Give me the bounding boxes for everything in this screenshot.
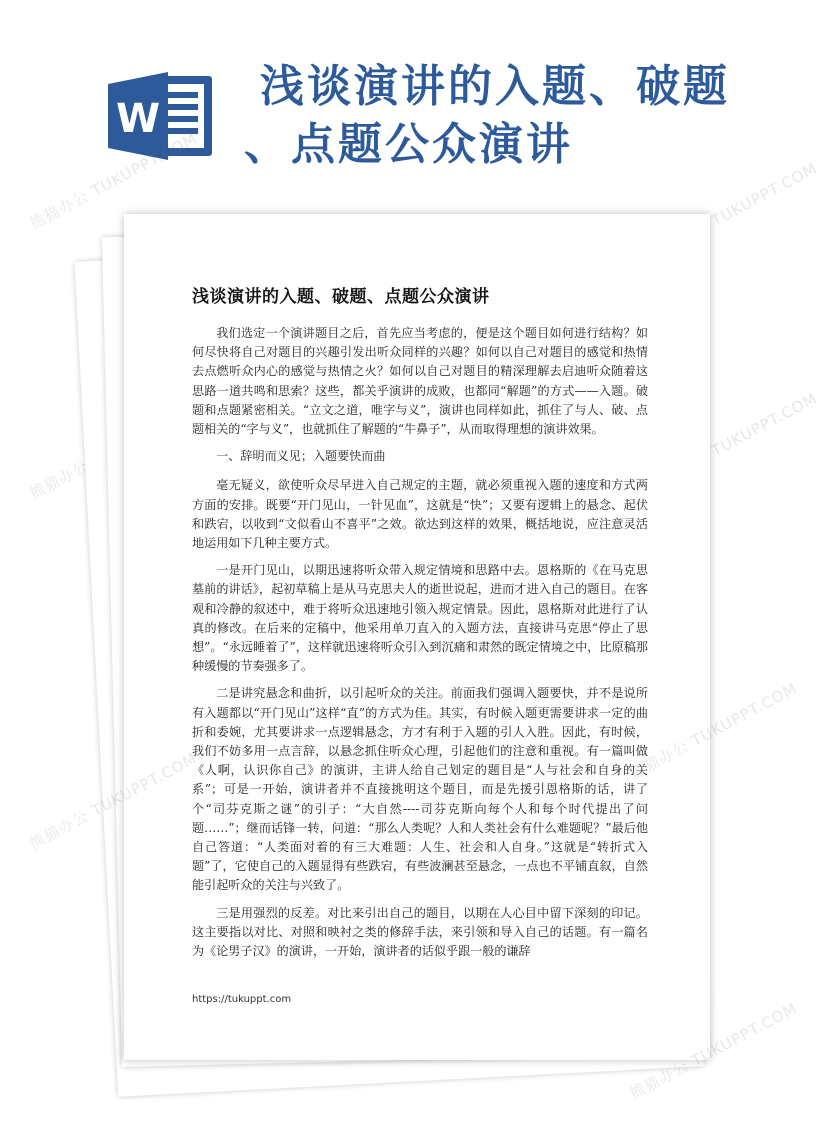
- svg-text:W: W: [116, 96, 161, 142]
- word-document-icon: [104, 70, 216, 162]
- banner-title-line1: 浅谈演讲的入题、破题: [260, 61, 730, 112]
- document-page: [124, 214, 710, 1060]
- banner-title-line2: 、点题公众演讲: [244, 119, 573, 170]
- banner-title: [244, 58, 780, 174]
- watermark: 熊猫办公 TUKUPPT.COM: [646, 159, 821, 263]
- watermark: 熊猫办公: [26, 456, 92, 503]
- paragraph: 二是讲究悬念和曲折，以引起听众的关注。前面我们强调入题要快，并不是说所有入题都以“开门见山”这样“直”的方式为佳。其实，有时候入题更需要讲求一定的曲折和委婉，尤其要讲求一点逻辑悬念，方才有利于入题的引人入胜。因此，有时候，我们不妨多用一点言辞，以悬念抓住听众心理，引起他们的注意和重视。有一篇叫做《人啊，认识你自己》的演讲，主讲人给自己划定的题目是“人与社会和自身的关系”；可是一开始，演讲者并不直接挑明这个题目，而是先援引恩格斯的话，讲了个“司芬克斯之谜”的引子：“大自然----司芬克斯向每个人和每个时代提出了问题……”；继而话锋一转，问道：“那么人类呢？人和人类社会有什么难题呢？”最后他自己答道：“人类面对着的有三大难题：人生、社会和人自身。”这就是“转折式入题”了，它使自己的入题显得有些跌宕，有些波澜甚至悬念，一点也不平铺直叙，自然能引起听众的关注与兴致了。: [192, 686, 648, 893]
- paragraph: 一是开门见山，以期迅速将听众带入规定情境和思路中去。恩格斯的《在马克思墓前的讲话》，起初草稿上是从马克思夫人的逝世说起，进而才进入自己的题目。在客观和冷静的叙述中，难于将听众迅速地引领入规定情景。因此，恩格斯对此进行了认真的修改。在后来的定稿中，他采用单刀直入的入题方法，直接讲马克思“停止了思想”。“永远睡着了”，这样就迅速将听众引入到沉痛和肃然的既定情境之中，比原稿那种缓慢的节奏强多了。: [192, 563, 648, 674]
- document-body: [192, 324, 648, 969]
- paragraph: 我们选定一个演讲题目之后，首先应当考虑的，便是这个题目如何进行结构？如何尽快将自己对题目的兴趣引发出听众同样的兴趣？如何以自己对题目的感觉和热情去点燃听众内心的感觉与热情之火？如何以自己对题目的精深理解去启迪听众随着这思路一道共鸣和思索？这些，都关乎演讲的成败，也都同“解题”的方式——入题。破题和点题紧密相关。“立文之道，唯字与义”，演讲也同样如此，抓住了与人、破、点题相关的“字与义”，也就抓住了解题的“牛鼻子”，从而取得理想的演讲效果。: [192, 326, 648, 437]
- paragraph: 毫无疑义，欲使听众尽早进入自己规定的主题，就必须重视入题的速度和方式两方面的安排。既要“开门见山，一针见血”，这就是“快”；又要有逻辑上的悬念、起伏和跌宕，以收到“文似看山不喜平”之效。欲达到这样的效果，概括地说，应注意灵活地运用如下几种主要方式。: [192, 478, 648, 551]
- footer-url: https://tukuppt.com: [192, 994, 292, 1005]
- paragraph: 三是用强烈的反差。对比来引出自己的题目，以期在人心目中留下深刻的印记。这主要指以对比、对照和映衬之类的修辞手法，来引领和导入自己的话题。有一篇名为《论男子汉》的演讲，一开始，演讲者的话似乎跟一般的谦辞: [192, 905, 648, 959]
- document-title: 浅谈演讲的入题、破题、点题公众演讲: [192, 287, 490, 307]
- watermark: 熊猫办公 TUKUPPT.COM: [626, 999, 801, 1103]
- watermark: 熊猫办公 TUKUPPT.COM: [646, 389, 821, 493]
- section-heading: 一、辞明而义见；入题要快而曲: [216, 449, 386, 464]
- watermark: 熊猫办公 TUKUPPT.COM: [626, 679, 801, 783]
- watermark: 熊猫办公 TUKUPPT.COM: [26, 129, 201, 233]
- watermark: 熊猫办公: [26, 806, 92, 853]
